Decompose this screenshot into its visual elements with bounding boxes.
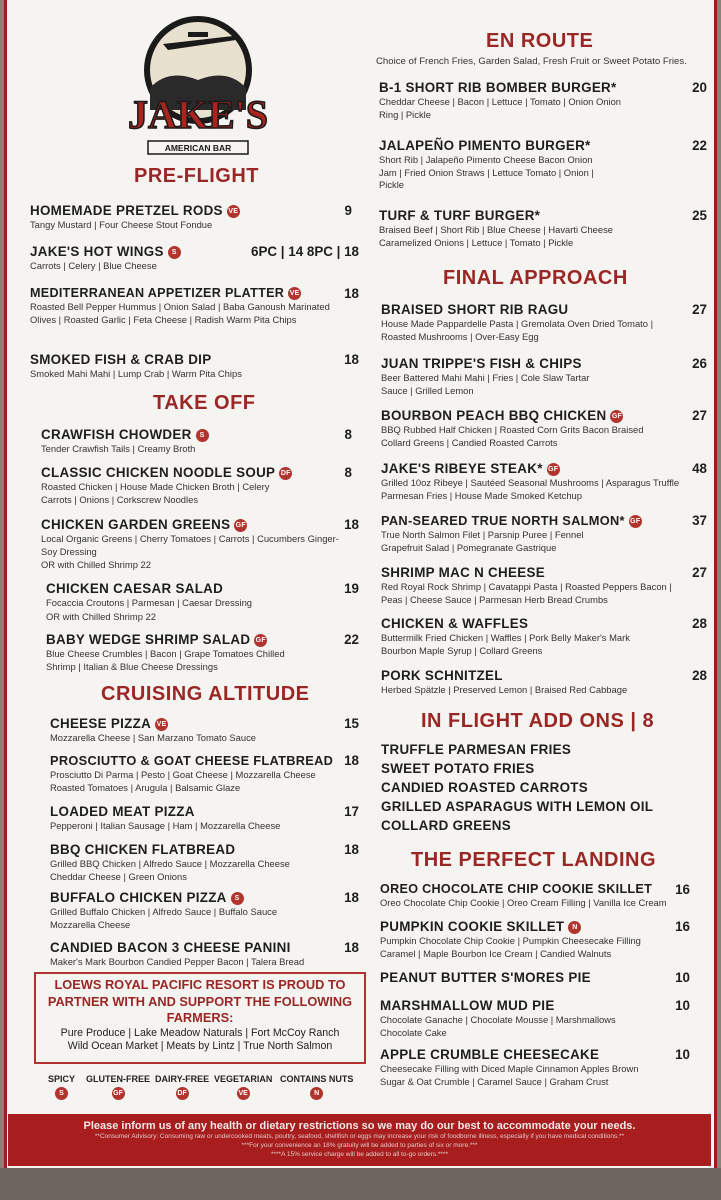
item-description: Braised Beef | Short Rib | Blue Cheese | Havarti Cheese Caramelized Onions | Lettuce | Tomato | Pickle (379, 224, 613, 248)
item-description: Grilled BBQ Chicken | Alfredo Sauce | Mozzarella Cheese Cheddar Cheese | Green Onions (50, 858, 290, 882)
item-description: Tender Crawfish Tails | Creamy Broth (41, 443, 196, 454)
menu-item (41, 427, 365, 456)
spicy-icon: S (231, 892, 244, 905)
item-price: 18 (344, 286, 359, 301)
legend-spicy: SPICY S (48, 1074, 75, 1100)
farmers-line-2: Wild Ocean Market | Meats by Lintz | True North Salmon (67, 1040, 333, 1053)
item-description: Focaccia Croutons | Parmesan | Caesar Dressing (46, 597, 252, 608)
menu-item (379, 138, 707, 192)
section-title-takeoff: TAKE OFF (153, 392, 256, 414)
item-name: CANDIED BACON 3 CHEESE PANINI (50, 940, 291, 955)
item-description: Grilled 10oz Ribeye | Sautéed Seasonal Mushrooms | Asparagus Truffle Parmesan Fries | House Made Smoked Ketchup (381, 477, 680, 501)
item-price: 18 (344, 940, 359, 955)
item-price: 18 (344, 890, 359, 905)
menu-item (30, 203, 365, 232)
item-description: Mozzarella Cheese | San Marzano Tomato Sauce (50, 732, 257, 743)
item-name: CLASSIC CHICKEN NOODLE SOUP (41, 465, 276, 480)
item-price: 18 (344, 517, 359, 532)
item-name: PEANUT BUTTER S'MORES PIE (380, 970, 591, 985)
item-price: 26 (692, 356, 707, 371)
item-name: JAKE'S HOT WINGS (30, 244, 164, 259)
item-name: SMOKED FISH & CRAB DIP (30, 352, 212, 367)
item-name: JALAPEÑO PIMENTO BURGER* (379, 138, 591, 153)
item-description: House Made Pappardelle Pasta | Gremolata Oven Dried Tomato | Roasted Mushrooms | Over-Easy Egg (381, 318, 654, 342)
vegetarian-icon: VE (237, 1087, 250, 1100)
legend-dairy-free: DAIRY-FREE DF (155, 1074, 209, 1100)
item-description: Cheesecake Filling with Diced Maple Cinnamon Apples Brown Sugar & Oat Crumble | Caramel Sauce | Graham Crust (380, 1063, 639, 1087)
item-price: 28 (692, 668, 707, 683)
item-name: TURF & TURF BURGER* (379, 208, 541, 223)
menu-item (30, 244, 365, 273)
item-price: 10 (675, 998, 690, 1013)
item-name: OREO CHOCOLATE CHIP COOKIE SKILLET (380, 882, 653, 896)
legend-gluten-free: GLUTEN-FREE GF (86, 1074, 150, 1100)
item-name: LOADED MEAT PIZZA (50, 804, 195, 819)
gluten-free-icon: GF (610, 410, 623, 423)
item-price: 48 (692, 461, 707, 476)
item-extra: OR with Chilled Shrimp 22 (46, 610, 156, 622)
item-description: Roasted Bell Pepper Hummus | Onion Salad | Baba Ganoush Marinated Olives | Roasted Garlic | Feta Cheese | Radish Warm Pita Chips (30, 301, 330, 325)
menu-item (50, 804, 365, 833)
item-description: Red Royal Rock Shrimp | Cavatappi Pasta | Roasted Peppers Bacon | Peas | Cheese Sauce | Parmesan Herb Bread Crumbs (381, 581, 672, 605)
menu-item (50, 940, 365, 969)
item-price: 27 (692, 302, 707, 317)
item-name: JAKE'S RIBEYE STEAK* (381, 461, 543, 476)
menu-item (46, 581, 365, 623)
item-price: 16 (675, 882, 690, 897)
item-description: Roasted Chicken | House Made Chicken Broth | Celery Carrots | Onions | Corkscrew Noodles (41, 481, 270, 505)
vegetarian-icon: VE (155, 718, 168, 731)
add-on-item: COLLARD GREENS (381, 818, 511, 833)
menu-item (381, 356, 707, 397)
menu-item (380, 998, 690, 1039)
item-name: PAN-SEARED TRUE NORTH SALMON* (381, 513, 625, 528)
item-description: Chocolate Ganache | Chocolate Mousse | Marshmallows Chocolate Cake (380, 1014, 616, 1038)
item-name: MARSHMALLOW MUD PIE (380, 998, 555, 1013)
item-name: MEDITERRANEAN APPETIZER PLATTER (30, 286, 285, 300)
section-title-in-flight-add-ons: IN FLIGHT ADD ONS | 8 (421, 710, 655, 732)
item-description: Carrots | Celery | Blue Cheese (30, 260, 157, 271)
item-price: 8 (344, 465, 352, 480)
item-name: HOMEMADE PRETZEL RODS (30, 203, 223, 218)
dairy-free-icon: DF (176, 1087, 189, 1100)
add-on-item: TRUFFLE PARMESAN FRIES (381, 742, 572, 757)
dietary-notice: Please inform us of any health or dietary restrictions so we may do our best to accommodate your needs. (83, 1120, 636, 1132)
item-name: CHICKEN CAESAR SALAD (46, 581, 224, 596)
legend-contains-nuts: CONTAINS NUTS N (280, 1074, 353, 1100)
item-price: 27 (692, 565, 707, 580)
item-price: 19 (344, 581, 359, 596)
item-price: 18 (344, 842, 359, 857)
item-description: Tangy Mustard | Four Cheese Stout Fondue (30, 219, 213, 230)
section-title-preflight: PRE-FLIGHT (134, 165, 259, 187)
section-title-perfect-landing: THE PERFECT LANDING (411, 849, 657, 871)
item-price: 28 (692, 616, 707, 631)
menu-item (41, 465, 365, 506)
item-price: 22 (344, 632, 359, 647)
en-route-subtitle: Choice of French Fries, Garden Salad, Fresh Fruit or Sweet Potato Fries. (376, 56, 687, 67)
item-description: Buttermilk Fried Chicken | Waffles | Pork Belly Maker's Mark Bourbon Maple Syrup | Collard Greens (381, 632, 630, 656)
menu-item (380, 970, 690, 985)
dietary-footer-banner (8, 1114, 711, 1166)
item-name: CHICKEN & WAFFLES (381, 616, 529, 631)
item-description: Short Rib | Jalapeño Pimento Cheese Bacon Onion Jam | Fried Onion Straws | Lettuce Tomato | Onion | Pickle (379, 154, 594, 191)
item-price: 20 (692, 80, 707, 95)
section-title-en-route: EN ROUTE (486, 30, 594, 52)
consumer-advisory: **Consumer Advisory: Consuming raw or undercooked meats, poultry, seafood, shellfish or eggs may increase your risk of foodborne illness, especially if you have medical conditions.** (94, 1133, 625, 1140)
nuts-icon: N (310, 1087, 323, 1100)
nuts-icon: N (568, 921, 581, 934)
vegetarian-icon: VE (227, 205, 240, 218)
menu-item (381, 461, 707, 502)
item-description: Smoked Mahi Mahi | Lump Crab | Warm Pita Chips (30, 368, 242, 379)
item-description: Cheddar Cheese | Bacon | Lettuce | Tomato | Onion Onion Ring | Pickle (379, 96, 622, 120)
item-name: APPLE CRUMBLE CHEESECAKE (380, 1047, 600, 1062)
gluten-free-icon: GF (629, 515, 642, 528)
menu-item (30, 352, 365, 381)
item-description: Pepperoni | Italian Sausage | Ham | Mozzarella Cheese (50, 820, 281, 831)
menu-item (46, 632, 365, 673)
item-description: BBQ Rubbed Half Chicken | Roasted Corn Grits Bacon Braised Collard Greens | Candied Roasted Carrots (381, 424, 644, 448)
item-price: 9 (344, 203, 352, 218)
logo-subtitle: AMERICAN BAR (164, 143, 232, 153)
menu-item (380, 882, 690, 910)
menu-item (380, 919, 690, 960)
menu-item (381, 668, 707, 697)
item-price: 16 (675, 919, 690, 934)
item-price: 22 (692, 138, 707, 153)
dairy-free-icon: DF (279, 467, 292, 480)
farmers-title: LOEWS ROYAL PACIFIC RESORT IS PROUD TO PARTNER WITH AND SUPPORT THE FOLLOWING FARMERS: (47, 977, 353, 1025)
item-extra: OR with Chilled Shrimp 22 (41, 559, 151, 571)
item-price: 15 (344, 716, 359, 731)
gluten-free-icon: GF (547, 463, 560, 476)
item-name: B-1 SHORT RIB BOMBER BURGER* (379, 80, 617, 95)
item-name: BUFFALO CHICKEN PIZZA (50, 890, 227, 905)
item-description: Maker's Mark Bourbon Candied Pepper Bacon | Talera Bread (50, 956, 305, 967)
item-name: CHICKEN GARDEN GREENS (41, 517, 231, 532)
menu-item (381, 302, 707, 343)
item-price: 18 (344, 753, 359, 768)
menu-item (379, 208, 707, 249)
gratuity-notice: ***For your convenience an 18% gratuity will be added to parties of six or more.*** (241, 1142, 478, 1149)
add-on-item: SWEET POTATO FRIES (381, 761, 535, 776)
item-description: Local Organic Greens | Cherry Tomatoes | Carrots | Cucumbers Ginger-Soy Dressing (41, 533, 339, 557)
item-description: Prosciutto Di Parma | Pesto | Goat Cheese | Mozzarella Cheese Roasted Tomatoes | Arugula | Balsamic Glaze (50, 769, 316, 793)
vegetarian-icon: VE (288, 287, 301, 300)
menu-item (41, 517, 365, 572)
item-price: 18 (344, 352, 359, 367)
item-name: PORK SCHNITZEL (381, 668, 503, 683)
menu-item (380, 1047, 690, 1088)
item-name: JUAN TRIPPE'S FISH & CHIPS (381, 356, 582, 371)
menu-item (50, 753, 365, 794)
item-description: Oreo Chocolate Chip Cookie | Oreo Cream Filling | Vanilla Ice Cream (380, 897, 667, 908)
item-description: Blue Cheese Crumbles | Bacon | Grape Tomatoes Chilled Shrimp | Italian & Blue Cheese Dressings (46, 648, 285, 672)
spicy-icon: S (196, 429, 209, 442)
spicy-icon: S (55, 1087, 68, 1100)
item-description: Pumpkin Chocolate Chip Cookie | Pumpkin Cheesecake Filling Caramel | Maple Bourbon Ice Cream | Candied Walnuts (380, 935, 641, 959)
farmers-line-1: Pure Produce | Lake Meadow Naturals | Fort McCoy Ranch (60, 1026, 340, 1039)
menu-item (379, 80, 707, 121)
item-name: BOURBON PEACH BBQ CHICKEN (381, 408, 607, 423)
add-on-item: CANDIED ROASTED CARROTS (381, 780, 589, 795)
item-description: Beer Battered Mahi Mahi | Fries | Cole Slaw Tartar Sauce | Grilled Lemon (381, 372, 590, 396)
item-name: BABY WEDGE SHRIMP SALAD (46, 632, 251, 647)
item-price: 25 (692, 208, 707, 223)
menu-item (381, 565, 707, 606)
farmers-partner-box (34, 972, 366, 1064)
item-price: 10 (675, 1047, 690, 1062)
menu-item (381, 513, 707, 554)
item-price: 10 (675, 970, 690, 985)
item-name: SHRIMP MAC N CHEESE (381, 565, 545, 580)
item-name: PROSCIUTTO & GOAT CHEESE FLATBREAD (50, 753, 334, 768)
add-on-item: GRILLED ASPARAGUS WITH LEMON OIL (381, 799, 654, 814)
item-name: BRAISED SHORT RIB RAGU (381, 302, 569, 317)
menu-item (50, 890, 365, 931)
item-name: CHEESE PIZZA (50, 716, 152, 731)
section-title-cruising-altitude: CRUISING ALTITUDE (101, 683, 310, 705)
gluten-free-icon: GF (234, 519, 247, 532)
item-price: 27 (692, 408, 707, 423)
table-surface (0, 1168, 721, 1200)
menu-item (30, 286, 365, 326)
item-description: Grilled Buffalo Chicken | Alfredo Sauce | Buffalo Sauce Mozzarella Cheese (50, 906, 278, 930)
item-description: True North Salmon Filet | Parsnip Puree | Fennel Grapefruit Salad | Pomegranate Gastrique (381, 529, 584, 553)
gluten-free-icon: GF (112, 1087, 125, 1100)
spicy-icon: S (168, 246, 181, 259)
to-go-notice: ****A 15% service charge will be added to all to-go orders.**** (270, 1151, 449, 1158)
legend-vegetarian: VEGETARIAN VE (214, 1074, 272, 1100)
item-name: BBQ CHICKEN FLATBREAD (50, 842, 236, 857)
item-price: 37 (692, 513, 707, 528)
item-description: Herbed Spätzle | Preserved Lemon | Braised Red Cabbage (381, 684, 628, 695)
jakes-logo (128, 10, 268, 158)
section-title-final-approach: FINAL APPROACH (443, 267, 628, 289)
item-price: 17 (344, 804, 359, 819)
item-price: 6PC | 14 8PC | 18 (251, 244, 359, 259)
menu-item (50, 842, 365, 883)
item-name: CRAWFISH CHOWDER (41, 427, 192, 442)
gluten-free-icon: GF (254, 634, 267, 647)
menu-item (50, 716, 365, 745)
menu-item (381, 408, 707, 449)
logo-wordmark: JAKE'S (128, 92, 268, 137)
item-name: PUMPKIN COOKIE SKILLET (380, 919, 565, 934)
item-price: 8 (344, 427, 352, 442)
menu-item (381, 616, 707, 657)
